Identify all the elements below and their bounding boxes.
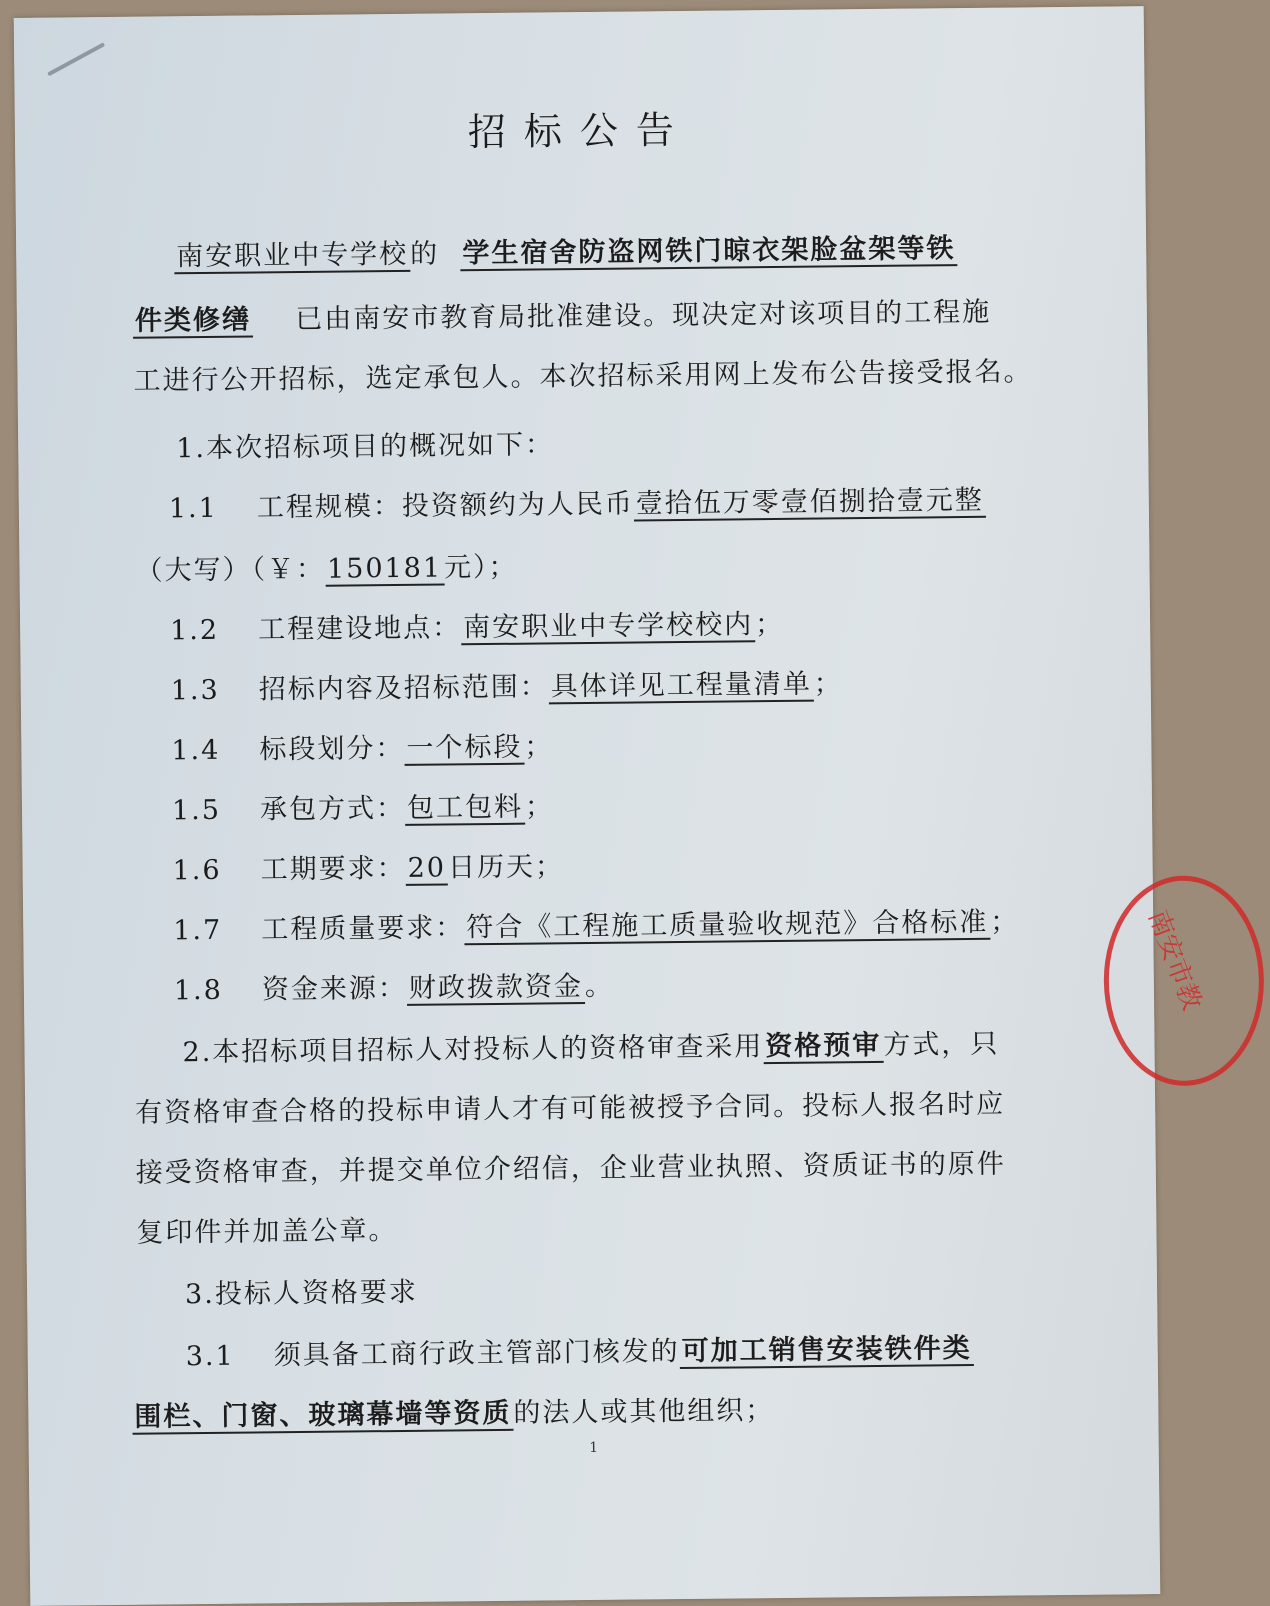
staple-mark bbox=[47, 42, 105, 76]
item-3-1-cont: 围栏、门窗、玻璃幕墙等资质的法人或其他组织； bbox=[132, 1388, 774, 1434]
intro-line-2: 件类修缮 已由南安市教育局批准建设。现决定对该项目的工程施 bbox=[133, 290, 992, 338]
item-1-8: 1.8 资金来源：财政拨款资金。 bbox=[173, 970, 615, 1007]
section-3-heading: 3.投标人资格要求 bbox=[184, 1276, 419, 1311]
section-2-line-2: 有资格审查合格的投标申请人才有可能被授予合同。投标人报名时应 bbox=[135, 1088, 1006, 1129]
document-page bbox=[14, 6, 1207, 1606]
intro-line-1: 南安职业中专学校的 学生宿舍防盗网铁门晾衣架脸盆架等铁 bbox=[174, 226, 958, 273]
section-2-line-1: 2.本招标项目招标人对投标人的资格审查采用资格预审方式，只 bbox=[182, 1028, 1000, 1069]
project-name-part-2: 件类修缮 bbox=[133, 304, 253, 338]
qualification-part-1: 可加工销售安装铁件类 bbox=[680, 1333, 974, 1369]
page-title: 招标公告 bbox=[467, 107, 693, 155]
red-seal-stamp bbox=[1103, 875, 1265, 1087]
item-1-5: 1.5 承包方式：包工包料； bbox=[171, 791, 555, 827]
section-2-line-4: 复印件并加盖公章。 bbox=[136, 1215, 398, 1249]
qualification-part-2: 围栏、门窗、玻璃幕墙等资质 bbox=[132, 1398, 513, 1435]
school-name: 南安职业中专学校 bbox=[174, 239, 410, 274]
item-1-4: 1.4 标段划分：一个标段； bbox=[171, 731, 554, 767]
project-name-part-1: 学生宿舍防盗网铁门晾衣架脸盆架等铁 bbox=[460, 233, 957, 271]
item-3-1: 3.1 须具备工商行政主管部门核发的可加工销售安装铁件类 bbox=[186, 1326, 974, 1373]
amount-number: 150181 bbox=[325, 552, 444, 586]
item-1-1: 1.1 工程规模：投资额约为人民币壹拾伍万零壹佰捌拾壹元整 bbox=[169, 478, 986, 526]
item-1-7: 1.7 工程质量要求：符合《工程施工质量验收规范》合格标准； bbox=[173, 906, 1020, 947]
section-2-line-3: 接受资格审查，并提交单位介绍信，企业营业执照、资质证书的原件 bbox=[135, 1148, 1006, 1189]
intro-line-3: 工进行公开招标，选定承包人。本次招标采用网上发布公告接受报名。 bbox=[133, 356, 1033, 397]
review-method: 资格预审 bbox=[763, 1030, 883, 1064]
page-number: 1 bbox=[589, 1439, 599, 1457]
item-1-2: 1.2 工程建设地点：南安职业中专学校校内； bbox=[169, 608, 785, 647]
item-1-6: 1.6 工期要求：20日历天； bbox=[172, 851, 565, 887]
amount-chinese: 壹拾伍万零壹佰捌拾壹元整 bbox=[634, 485, 986, 522]
stamp-text: 南安市教 bbox=[1141, 906, 1207, 1015]
section-1-heading: 1.本次招标项目的概况如下： bbox=[176, 429, 555, 465]
item-1-3: 1.3 招标内容及招标范围：具体详见工程量清单； bbox=[170, 668, 843, 707]
item-1-1-cont: （大写）（￥：150181元）； bbox=[135, 551, 518, 587]
